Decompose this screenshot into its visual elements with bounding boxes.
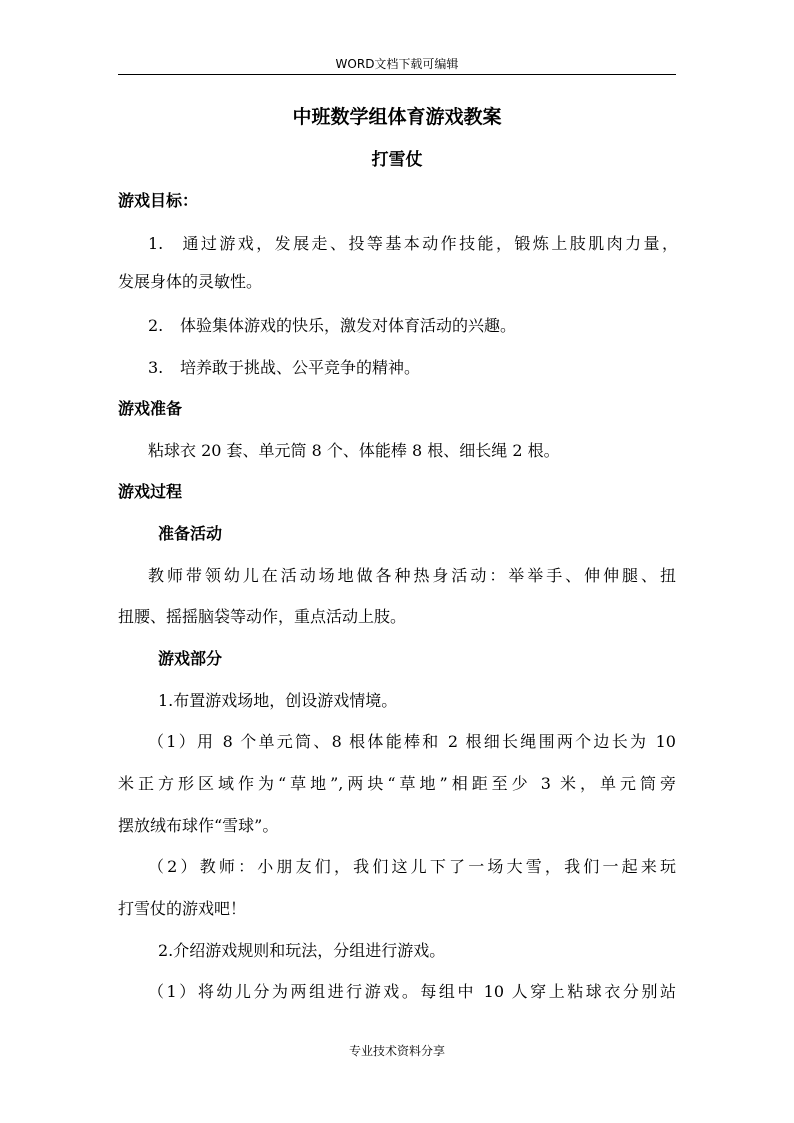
step-1-2-line-1: （2）教师：小朋友们，我们这儿下了一场大雪，我们一起来玩 [148,857,676,876]
game-heading: 游戏部分 [158,649,223,668]
prep-heading: 游戏准备 [118,399,183,418]
page-footer: 专业技术资料分享 [348,1044,445,1058]
step-1-1-line-2: 米正方形区域作为“草地”,两块“草地”相距至少 3 米，单元筒旁 [118,774,676,793]
goal-number: 3. [148,358,164,377]
warmup-heading: 准备活动 [158,524,223,543]
page-header: WORD文档下载可编辑 [335,57,459,71]
warmup-line-2: 扭腰、摇摇脑袋等动作，重点活动上肢。 [118,607,407,626]
goal-number: 2. [148,316,164,335]
step-1-1-line-3: 摆放绒布球作“雪球”。 [118,816,279,835]
goal-item-2 [148,315,708,337]
goal-text: 培养敢于挑战、公平竞争的精神。 [180,358,421,377]
goal-text: 体验集体游戏的快乐，激发对体育活动的兴趣。 [180,316,517,335]
goal-text: 通过游戏，发展走、投等基本动作技能，锻炼上肢肌肉力量， [180,234,678,253]
goal-item-3 [148,357,708,379]
step-1: 1.布置游戏场地，创设游戏情境。 [158,691,398,710]
step-2-1-line-1: （1）将幼儿分为两组进行游戏。每组中 10 人穿上粘球衣分别站 [148,982,676,1001]
step-1-2-line-2: 打雪仗的游戏吧！ [118,899,247,918]
goal-item-1-continued: 发展身体的灵敏性。 [118,272,263,291]
goals-heading: 游戏目标： [118,191,199,210]
goal-item-1 [148,233,678,255]
process-heading: 游戏过程 [118,482,183,501]
header-rule [118,74,676,75]
document-title: 中班数学组体育游戏教案 [292,106,502,128]
step-2: 2.介绍游戏规则和玩法，分组进行游戏。 [158,941,446,960]
goal-number: 1. [148,234,164,253]
prep-text: 粘球衣 20 套、单元筒 8 个、体能棒 8 根、细长绳 2 根。 [148,441,560,460]
document-subtitle: 打雪仗 [371,150,423,170]
step-1-1-line-1: （1）用 8 个单元筒、8 根体能棒和 2 根细长绳围两个边长为 10 [148,732,676,751]
warmup-line-1: 教师带领幼儿在活动场地做各种热身活动：举举手、伸伸腿、扭 [148,566,676,585]
